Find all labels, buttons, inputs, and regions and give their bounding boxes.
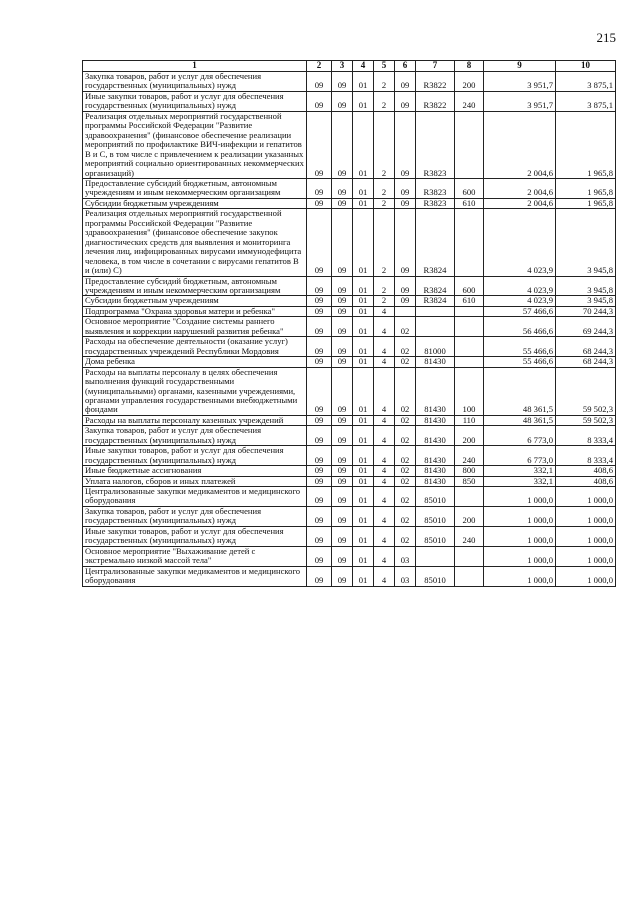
row-name-cell: Уплата налогов, сборов и иных платежей (83, 476, 307, 486)
code-cell: 09 (332, 91, 353, 111)
code-cell: 09 (332, 209, 353, 276)
code-cell: 09 (307, 276, 332, 296)
column-header: 5 (374, 61, 395, 72)
code-cell: 09 (332, 466, 353, 476)
code-cell: R3824 (416, 209, 455, 276)
code-cell (455, 357, 484, 367)
amount-cell: 59 502,3 (556, 415, 616, 425)
code-cell: 4 (374, 476, 395, 486)
row-name-cell: Иные закупки товаров, работ и услуг для обеспечения государственных (муниципальных) нужд (83, 446, 307, 466)
code-cell: 09 (395, 276, 416, 296)
code-cell: 240 (455, 91, 484, 111)
code-cell: 4 (374, 426, 395, 446)
amount-cell: 3 875,1 (556, 72, 616, 92)
code-cell: 09 (307, 91, 332, 111)
code-cell: 2 (374, 72, 395, 92)
table-row (83, 296, 616, 306)
code-cell: 01 (353, 198, 374, 208)
code-cell: 01 (353, 506, 374, 526)
table-row (83, 357, 616, 367)
row-name-cell: Иные закупки товаров, работ и услуг для обеспечения государственных (муниципальных) нужд (83, 526, 307, 546)
amount-cell: 6 773,0 (484, 446, 556, 466)
code-cell: 03 (395, 566, 416, 586)
row-name-cell: Подпрограмма "Охрана здоровья матери и ребенка" (83, 306, 307, 316)
amount-cell: 1 000,0 (484, 526, 556, 546)
budget-table (82, 60, 616, 587)
code-cell: 2 (374, 296, 395, 306)
code-cell: 09 (332, 487, 353, 507)
table-row (83, 566, 616, 586)
amount-cell: 8 333,4 (556, 426, 616, 446)
code-cell: R3822 (416, 72, 455, 92)
code-cell: 09 (395, 91, 416, 111)
code-cell (455, 306, 484, 316)
table-row (83, 209, 616, 276)
table-row (83, 446, 616, 466)
code-cell: 09 (395, 111, 416, 178)
code-cell: 4 (374, 546, 395, 566)
amount-cell: 57 466,6 (484, 306, 556, 316)
code-cell: 09 (307, 296, 332, 306)
amount-cell: 1 000,0 (484, 566, 556, 586)
code-cell: 100 (455, 367, 484, 415)
amount-cell: 332,1 (484, 466, 556, 476)
code-cell: 01 (353, 476, 374, 486)
code-cell: 09 (395, 198, 416, 208)
amount-cell: 55 466,6 (484, 337, 556, 357)
code-cell: 01 (353, 317, 374, 337)
code-cell: 09 (307, 178, 332, 198)
code-cell: 4 (374, 506, 395, 526)
table-row (83, 476, 616, 486)
code-cell: 02 (395, 487, 416, 507)
code-cell: 09 (332, 566, 353, 586)
column-header: 3 (332, 61, 353, 72)
code-cell: 09 (332, 337, 353, 357)
code-cell: 01 (353, 466, 374, 476)
code-cell: 09 (332, 446, 353, 466)
code-cell: 2 (374, 209, 395, 276)
code-cell: 09 (395, 178, 416, 198)
code-cell: 4 (374, 415, 395, 425)
code-cell: 200 (455, 506, 484, 526)
amount-cell: 48 361,5 (484, 415, 556, 425)
code-cell: 85010 (416, 506, 455, 526)
row-name-cell: Иные закупки товаров, работ и услуг для обеспечения государственных (муниципальных) нужд (83, 91, 307, 111)
code-cell (416, 546, 455, 566)
code-cell: 09 (307, 367, 332, 415)
amount-cell: 8 333,4 (556, 446, 616, 466)
code-cell: 09 (332, 367, 353, 415)
code-cell: 01 (353, 91, 374, 111)
code-cell: 2 (374, 198, 395, 208)
code-cell: 09 (307, 357, 332, 367)
amount-cell: 3 951,7 (484, 72, 556, 92)
code-cell: 110 (455, 415, 484, 425)
code-cell: 09 (307, 487, 332, 507)
row-name-cell: Реализация отдельных мероприятий государственной программы Российской Федерации "Развитие здравоохранения" (финансовое обеспечение реализации мероприятий по профилактике ВИЧ-инфекции и гепатитов В и С, в том числе с привлечением к реализации указанных мероприятий социально ориентированных некоммерческих организаций) (83, 111, 307, 178)
code-cell: R3823 (416, 111, 455, 178)
code-cell: 09 (307, 209, 332, 276)
amount-cell: 1 000,0 (556, 546, 616, 566)
code-cell: 4 (374, 357, 395, 367)
table-row (83, 72, 616, 92)
table-row (83, 367, 616, 415)
code-cell: 610 (455, 198, 484, 208)
amount-cell: 3 875,1 (556, 91, 616, 111)
amount-cell: 1 965,8 (556, 111, 616, 178)
code-cell: 81430 (416, 446, 455, 466)
code-cell: 85010 (416, 566, 455, 586)
amount-cell: 1 965,8 (556, 198, 616, 208)
code-cell: 01 (353, 276, 374, 296)
code-cell: 850 (455, 476, 484, 486)
code-cell: 85010 (416, 487, 455, 507)
table-row (83, 506, 616, 526)
code-cell: 09 (307, 426, 332, 446)
code-cell: 01 (353, 446, 374, 466)
code-cell (455, 111, 484, 178)
code-cell: 01 (353, 566, 374, 586)
code-cell (416, 317, 455, 337)
table-row (83, 306, 616, 316)
code-cell: R3823 (416, 178, 455, 198)
table-row (83, 466, 616, 476)
amount-cell: 55 466,6 (484, 357, 556, 367)
table-row (83, 198, 616, 208)
code-cell: 09 (307, 506, 332, 526)
code-cell: 09 (332, 506, 353, 526)
page-number: 215 (596, 30, 616, 45)
code-cell: 81000 (416, 337, 455, 357)
amount-cell: 4 023,9 (484, 296, 556, 306)
amount-cell: 4 023,9 (484, 276, 556, 296)
code-cell: 01 (353, 178, 374, 198)
code-cell: 02 (395, 476, 416, 486)
table-row (83, 487, 616, 507)
amount-cell: 408,6 (556, 466, 616, 476)
code-cell: R3823 (416, 198, 455, 208)
code-cell: 02 (395, 337, 416, 357)
column-header: 2 (307, 61, 332, 72)
code-cell: R3822 (416, 91, 455, 111)
code-cell: 09 (332, 276, 353, 296)
code-cell: 09 (332, 317, 353, 337)
code-cell: 02 (395, 526, 416, 546)
table-row (83, 415, 616, 425)
code-cell: 81430 (416, 367, 455, 415)
code-cell: 09 (307, 306, 332, 316)
amount-cell: 332,1 (484, 476, 556, 486)
row-name-cell: Предоставление субсидий бюджетным, автономным учреждениям и иным некоммерческим организациям (83, 178, 307, 198)
code-cell: 200 (455, 426, 484, 446)
code-cell: 4 (374, 337, 395, 357)
code-cell: 02 (395, 446, 416, 466)
row-name-cell: Централизованные закупки медикаментов и медицинского оборудования (83, 487, 307, 507)
code-cell: 81430 (416, 466, 455, 476)
amount-cell: 68 244,3 (556, 337, 616, 357)
code-cell: 4 (374, 306, 395, 316)
amount-cell: 56 466,6 (484, 317, 556, 337)
code-cell: 03 (395, 546, 416, 566)
amount-cell: 3 951,7 (484, 91, 556, 111)
code-cell (455, 317, 484, 337)
amount-cell: 70 244,3 (556, 306, 616, 316)
code-cell: 02 (395, 415, 416, 425)
code-cell: 01 (353, 209, 374, 276)
row-name-cell: Закупка товаров, работ и услуг для обеспечения государственных (муниципальных) нужд (83, 72, 307, 92)
table-row (83, 111, 616, 178)
amount-cell: 68 244,3 (556, 357, 616, 367)
code-cell: 09 (332, 526, 353, 546)
amount-cell: 1 000,0 (556, 487, 616, 507)
row-name-cell: Иные бюджетные ассигнования (83, 466, 307, 476)
row-name-cell: Основное мероприятие "Выхаживание детей с экстремально низкой массой тела" (83, 546, 307, 566)
code-cell: 600 (455, 178, 484, 198)
table-row (83, 276, 616, 296)
code-cell: 81430 (416, 426, 455, 446)
code-cell: 4 (374, 487, 395, 507)
code-cell: 09 (332, 357, 353, 367)
amount-cell: 2 004,6 (484, 178, 556, 198)
code-cell: 81430 (416, 476, 455, 486)
amount-cell: 3 945,8 (556, 276, 616, 296)
code-cell: 09 (332, 72, 353, 92)
code-cell: 81430 (416, 415, 455, 425)
row-name-cell: Расходы на обеспечение деятельности (оказание услуг) государственных учреждений Республики Мордовия (83, 337, 307, 357)
table-row (83, 337, 616, 357)
code-cell: 01 (353, 367, 374, 415)
amount-cell: 3 945,8 (556, 296, 616, 306)
amount-cell: 1 000,0 (484, 506, 556, 526)
table-row (83, 426, 616, 446)
amount-cell: 1 000,0 (556, 526, 616, 546)
code-cell: 09 (332, 546, 353, 566)
amount-cell: 1 000,0 (484, 487, 556, 507)
code-cell: 09 (395, 209, 416, 276)
code-cell: 4 (374, 367, 395, 415)
code-cell: 81430 (416, 357, 455, 367)
code-cell: 09 (332, 426, 353, 446)
table-row (83, 91, 616, 111)
row-name-cell: Дома ребенка (83, 357, 307, 367)
row-name-cell: Основное мероприятие "Создание системы раннего выявления и коррекции нарушений развития ребенка" (83, 317, 307, 337)
code-cell: 200 (455, 72, 484, 92)
code-cell (395, 306, 416, 316)
table-body (83, 72, 616, 587)
code-cell: 01 (353, 306, 374, 316)
code-cell: 02 (395, 357, 416, 367)
row-name-cell: Расходы на выплаты персоналу казенных учреждений (83, 415, 307, 425)
amount-cell: 2 004,6 (484, 198, 556, 208)
amount-cell: 69 244,3 (556, 317, 616, 337)
code-cell (455, 566, 484, 586)
code-cell: 02 (395, 367, 416, 415)
code-cell: 2 (374, 276, 395, 296)
amount-cell: 48 361,5 (484, 367, 556, 415)
code-cell: 85010 (416, 526, 455, 546)
code-cell: 01 (353, 487, 374, 507)
amount-cell: 1 000,0 (556, 506, 616, 526)
amount-cell: 2 004,6 (484, 111, 556, 178)
amount-cell: 4 023,9 (484, 209, 556, 276)
row-name-cell: Реализация отдельных мероприятий государственной программы Российской Федерации "Развитие здравоохранения" (финансовое обеспечение закупок диагностических средств для выявления и мониторинга лечения лиц, инфицированных вирусами иммунодефицита человека, в том числе в сочетании с вирусами гепатитов В и (или) С) (83, 209, 307, 276)
code-cell (455, 487, 484, 507)
code-cell: 01 (353, 111, 374, 178)
code-cell: 01 (353, 357, 374, 367)
table-row (83, 178, 616, 198)
code-cell (455, 337, 484, 357)
row-name-cell: Субсидии бюджетным учреждениям (83, 198, 307, 208)
code-cell: 09 (307, 337, 332, 357)
code-cell: 4 (374, 466, 395, 476)
code-cell: 09 (332, 415, 353, 425)
code-cell: 09 (307, 466, 332, 476)
code-cell: 240 (455, 446, 484, 466)
row-name-cell: Предоставление субсидий бюджетным, автономным учреждениям и иным некоммерческим организациям (83, 276, 307, 296)
row-name-cell: Расходы на выплаты персоналу в целях обеспечения выполнения функций государственными (муниципальными) органами, казенными учреждениями, органами управления государственными внебюджетными фондами (83, 367, 307, 415)
code-cell: 4 (374, 526, 395, 546)
code-cell: 600 (455, 276, 484, 296)
amount-cell: 59 502,3 (556, 367, 616, 415)
code-cell: 09 (332, 178, 353, 198)
code-cell: 09 (307, 198, 332, 208)
code-cell: 09 (332, 476, 353, 486)
column-header: 10 (556, 61, 616, 72)
code-cell: 01 (353, 296, 374, 306)
column-header: 8 (455, 61, 484, 72)
code-cell: 4 (374, 446, 395, 466)
code-cell: 09 (307, 72, 332, 92)
code-cell: 01 (353, 426, 374, 446)
column-header: 6 (395, 61, 416, 72)
code-cell: 09 (307, 566, 332, 586)
code-cell: 2 (374, 178, 395, 198)
code-cell (416, 306, 455, 316)
row-name-cell: Закупка товаров, работ и услуг для обеспечения государственных (муниципальных) нужд (83, 506, 307, 526)
table-row (83, 526, 616, 546)
code-cell: R3824 (416, 276, 455, 296)
code-cell: 01 (353, 526, 374, 546)
code-cell: 09 (395, 72, 416, 92)
code-cell: 800 (455, 466, 484, 476)
row-name-cell: Закупка товаров, работ и услуг для обеспечения государственных (муниципальных) нужд (83, 426, 307, 446)
code-cell: 09 (307, 111, 332, 178)
column-header: 7 (416, 61, 455, 72)
code-cell (455, 209, 484, 276)
row-name-cell: Субсидии бюджетным учреждениям (83, 296, 307, 306)
header-row (83, 61, 616, 72)
code-cell: 09 (332, 198, 353, 208)
code-cell: 09 (307, 526, 332, 546)
code-cell: 610 (455, 296, 484, 306)
code-cell: 01 (353, 546, 374, 566)
amount-cell: 6 773,0 (484, 426, 556, 446)
amount-cell: 1 965,8 (556, 178, 616, 198)
code-cell: 09 (332, 306, 353, 316)
code-cell: 09 (395, 296, 416, 306)
code-cell: 02 (395, 317, 416, 337)
code-cell: 01 (353, 337, 374, 357)
code-cell: 02 (395, 466, 416, 476)
code-cell: 01 (353, 415, 374, 425)
amount-cell: 1 000,0 (556, 566, 616, 586)
code-cell: 01 (353, 72, 374, 92)
table-row (83, 317, 616, 337)
amount-cell: 1 000,0 (484, 546, 556, 566)
code-cell (455, 546, 484, 566)
code-cell: 4 (374, 317, 395, 337)
code-cell: 240 (455, 526, 484, 546)
code-cell: 09 (307, 546, 332, 566)
code-cell: 09 (307, 415, 332, 425)
code-cell: 09 (307, 317, 332, 337)
code-cell: 02 (395, 426, 416, 446)
table-row (83, 546, 616, 566)
column-header: 1 (83, 61, 307, 72)
code-cell: 02 (395, 506, 416, 526)
column-header: 9 (484, 61, 556, 72)
code-cell: 09 (307, 446, 332, 466)
amount-cell: 408,6 (556, 476, 616, 486)
amount-cell: 3 945,8 (556, 209, 616, 276)
row-name-cell: Централизованные закупки медикаментов и медицинского оборудования (83, 566, 307, 586)
code-cell: 09 (332, 296, 353, 306)
code-cell: 09 (332, 111, 353, 178)
code-cell: 2 (374, 91, 395, 111)
code-cell: 09 (307, 476, 332, 486)
code-cell: 4 (374, 566, 395, 586)
column-header: 4 (353, 61, 374, 72)
code-cell: R3824 (416, 296, 455, 306)
code-cell: 2 (374, 111, 395, 178)
